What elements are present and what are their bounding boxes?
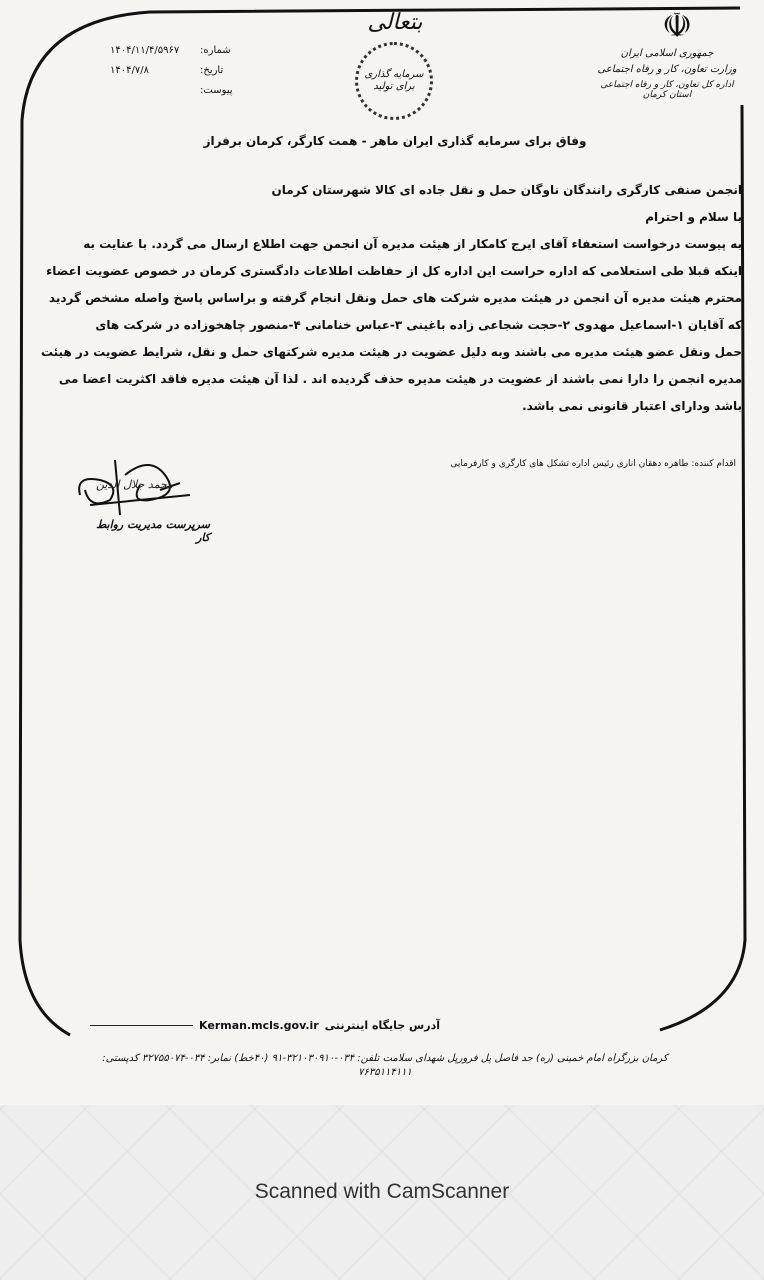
website-label: آدرس جایگاه اینترنتی (324, 1019, 440, 1032)
body-line: که آقایان ۱-اسماعیل مهدوی ۲-حجت شجاعی زاده باغینی ۳-عباس خنامانی ۴-منصور چاهخوزاده در شرکت های (95, 318, 742, 332)
date-label: تاریخ: (200, 65, 224, 76)
footer-rule (90, 1025, 193, 1026)
ministry-line: اداره کل تعاون، کار و رفاه اجتماعی استان کرمان (600, 80, 734, 100)
motto-line: وفاق برای سرمایه گذاری ایران ماهر - همت کارگر، کرمان برفراز (203, 134, 587, 148)
action-by-note: اقدام کننده: طاهره دهقان اناری رئیس اداره تشکل های کارگری و کارفرمایی (450, 459, 736, 469)
body-line: حمل ونقل عضو هیئت مدیره می باشند وبه دلیل عضویت در هیئت مدیره شرکتهای حمل و نقل، شرایط عضویت در هیئت (40, 345, 742, 359)
body-line: مدیره انجمن را دارا نمی باشند از عضویت در هیئت مدیره حذف گردیده اند . لذا آن هیئت مدیره فاقد اکثریت اعضا می (58, 372, 742, 386)
greeting-line: با سلام و احترام (645, 210, 742, 224)
body-line: باشد ودارای اعتبار قانونی نمی باشد. (522, 399, 742, 413)
address-line: کرمان بزرگراه امام خمینی (ره) حد فاصل پل فرورپل شهدای سلامت تلفن: ۰۳۴-۳۲۱۰۳۰۹۱۰-۹۱ (۴۰خط) نمابر: ۰۳۴-۳۲۷۵۵۰۷۴ کدپستی: ۷۶۳۵۱۱۴۱۱۱ (102, 1053, 668, 1078)
camscanner-watermark: Scanned with CamScanner (254, 1180, 510, 1203)
body-line: اینکه قبلا طی استعلامی که اداره حراست این اداره کل از حفاظت اطلاعات دادگستری کرمان در خصوص عضویت اعضاء (46, 264, 742, 278)
recipient-line: انجمن صنفی کارگری رانندگان ناوگان حمل و نقل جاده ای کالا شهرستان کرمان (271, 183, 742, 197)
signature-title: سرپرست مدیریت روابط کار (96, 518, 210, 544)
iran-emblem-icon: ☫ (661, 6, 693, 46)
number-label: شماره: (200, 45, 231, 56)
bismillah-heading: بتعالی (367, 10, 423, 35)
number-value: ۱۴۰۴/۱۱/۴/۵۹۶۷ (110, 45, 180, 56)
ministry-line: جمهوری اسلامی ایران (620, 48, 714, 59)
ministry-line: وزارت تعاون، کار و رفاه اجتماعی (597, 64, 737, 75)
body-line: محترم هیئت مدیره آن انجمن در هیئت مدیره شرکت های حمل ونقل انجام گرفته و براساس پاسخ واصله مشخص گردید (48, 291, 742, 305)
signature-name: محمد جلال الدین (95, 478, 174, 491)
body-line: به پیوست درخواست استعفاء آقای ایرج کامکار از هیئت مدیره آن انجمن جهت اطلاع ارسال می گردد. با عنایت به (83, 237, 742, 251)
attachment-label: پیوست: (200, 85, 233, 96)
date-value: ۱۴۰۴/۷/۸ (110, 65, 149, 76)
seal-logo: سرمایه گذاری برای تولید (355, 42, 433, 120)
website-url: Kerman.mcls.gov.ir (199, 1019, 319, 1032)
website-footer (90, 1019, 440, 1032)
letter-body (26, 177, 742, 420)
